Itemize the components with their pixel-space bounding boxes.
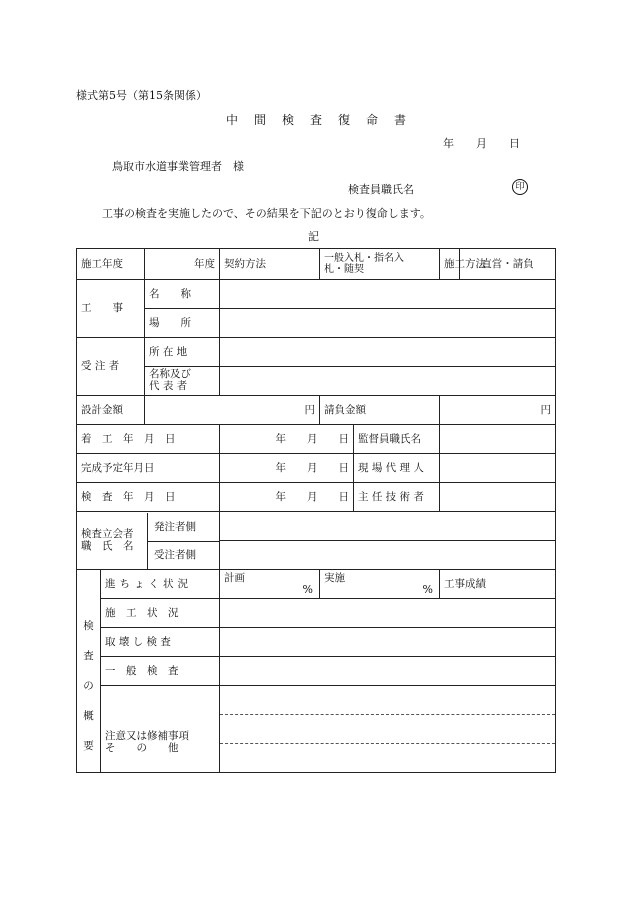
general-label: 一 般 検 査 <box>101 657 220 686</box>
completion-date-label: 完成予定年月日 <box>77 454 220 483</box>
document-title: 中 間 検 査 復 命 書 <box>226 113 409 127</box>
notes-label <box>101 686 220 773</box>
fiscal-year-label: 施工年度 <box>77 249 145 280</box>
overview-char-3: の <box>83 679 94 692</box>
contractor-label: 受 注 者 <box>77 338 145 396</box>
witness-label <box>81 529 147 552</box>
overview-char-4: 概 <box>83 709 94 722</box>
ki-mark: 記 <box>308 230 319 243</box>
teardown-label: 取 壊 し 検 査 <box>101 628 220 657</box>
overview-label <box>77 570 101 773</box>
work-place-label: 場 所 <box>145 309 220 338</box>
witness-line1: 検査立会者 <box>81 527 134 540</box>
plan-label: 計画 <box>224 572 245 584</box>
orderer-side-field[interactable] <box>220 512 556 541</box>
overview-char-5: 要 <box>83 739 94 752</box>
representative-line1: 名称及び <box>149 368 191 381</box>
chief-engineer-label: 主 任 技 術 者 <box>354 483 440 512</box>
contract-amount-label: 請負金額 <box>320 396 440 425</box>
contractor-side-field[interactable] <box>220 541 556 570</box>
actual-percent: % <box>422 583 433 597</box>
contract-method-label: 契約方法 <box>220 249 320 280</box>
inspector-label: 検査員職氏名 <box>348 183 414 196</box>
plan-percent: % <box>302 583 313 597</box>
notes-line-c <box>220 744 555 772</box>
start-date-field[interactable]: 年 月 日 <box>220 425 354 454</box>
witness-line2: 職 氏 名 <box>81 539 134 552</box>
inspection-date-label: 検 査 年 月 日 <box>77 483 220 512</box>
form-number: 様式第5号（第15条関係） <box>76 89 207 102</box>
work-place-field[interactable] <box>220 309 556 338</box>
contract-options-line1: 一般入札・指名入 <box>324 253 404 264</box>
plan-field[interactable] <box>220 570 320 599</box>
overview-char-1: 検 <box>83 619 94 632</box>
inspection-date-field[interactable]: 年 月 日 <box>220 483 354 512</box>
actual-label: 実施 <box>324 572 345 584</box>
supervisor-label: 監督員職氏名 <box>354 425 440 454</box>
representative-label <box>145 367 220 396</box>
work-name-label: 名 称 <box>145 280 220 309</box>
addressee: 鳥取市水道事業管理者 様 <box>112 160 244 173</box>
notes-line-b <box>220 715 555 744</box>
chief-engineer-field[interactable] <box>440 483 556 512</box>
overview-char-2: 査 <box>83 649 94 662</box>
design-amount-label: 設計金額 <box>77 396 145 425</box>
fiscal-year-field[interactable]: 年度 <box>145 249 220 280</box>
progress-label: 進ちょく状況 <box>101 570 220 599</box>
status-label: 施 工 状 況 <box>101 599 220 628</box>
status-field[interactable] <box>220 599 556 628</box>
site-agent-field[interactable] <box>440 454 556 483</box>
orderer-side-label: 発注者側 <box>148 513 219 542</box>
contract-options-line2: 札・随契 <box>324 264 364 275</box>
contract-method-options[interactable] <box>320 249 440 280</box>
site-agent-label: 現 場 代 理 人 <box>354 454 440 483</box>
completion-date-field[interactable]: 年 月 日 <box>220 454 354 483</box>
construction-method-label: 施工方法 <box>440 249 460 280</box>
address-label: 所 在 地 <box>145 338 220 367</box>
notes-line1: 注意又は修補事項 <box>105 730 189 743</box>
actual-field[interactable] <box>320 570 440 599</box>
grade-label: 工事成績 <box>440 570 556 599</box>
notes-line-a <box>220 686 555 715</box>
seal-mark: 印 <box>512 179 528 195</box>
contractor-side-label: 受注者側 <box>154 548 196 561</box>
work-label: 工 事 <box>77 280 145 338</box>
date-line: 年 月 日 <box>443 137 520 150</box>
construction-method-options[interactable]: 直営・請負 <box>460 249 556 280</box>
teardown-field[interactable] <box>220 628 556 657</box>
contract-amount-field[interactable]: 円 <box>440 396 556 425</box>
start-date-label: 着 工 年 月 日 <box>77 425 220 454</box>
work-name-field[interactable] <box>220 280 556 309</box>
representative-line2: 代 表 者 <box>149 380 188 392</box>
representative-field[interactable] <box>220 367 556 396</box>
intro-text: 工事の検査を実施したので、その結果を下記のとおり復命します。 <box>102 207 431 220</box>
report-table <box>76 248 556 773</box>
address-field[interactable] <box>220 338 556 367</box>
general-field[interactable] <box>220 657 556 686</box>
witness-cell <box>77 512 220 570</box>
notes-field[interactable] <box>220 686 556 773</box>
supervisor-field[interactable] <box>440 425 556 454</box>
design-amount-field[interactable]: 円 <box>145 396 320 425</box>
notes-line2: そ の 他 <box>105 742 179 754</box>
